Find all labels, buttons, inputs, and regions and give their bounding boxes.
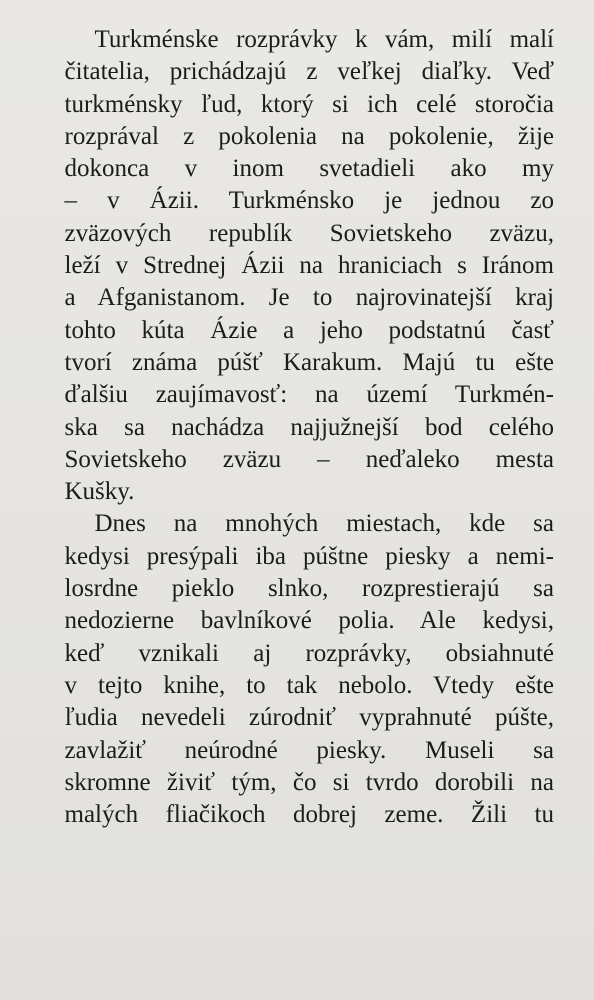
text-line: skromne živiť tým, čo si tvrdo dorobili na: [64, 768, 554, 796]
text-line: ska sa nachádza najjužnejší bod celého: [64, 413, 554, 441]
text-line: malých fliačikoch dobrej zeme. Žili tu: [64, 801, 554, 829]
text-line: Kušky.: [64, 478, 135, 506]
text-line: Turkménske rozprávky k vám, milí malí: [94, 26, 554, 53]
text-line: dokonca v inom svetadieli ako my: [64, 155, 554, 183]
text-line: v tejto knihe, to tak nebolo. Vtedy ešte: [64, 671, 554, 699]
text-line: – v Ázii. Turkménsko je jednou zo: [64, 187, 554, 215]
text-line: tvorí známa púšť Karakum. Majú tu ešte: [64, 348, 554, 376]
body-text: [32, 24, 554, 831]
text-line: a Afganistanom. Je to najrovinatejší kraj: [64, 284, 554, 312]
paragraph-2: [32, 508, 554, 831]
text-line: losrdne pieklo slnko, rozprestierajú sa: [64, 575, 554, 603]
text-line: zväzových republík Sovietskeho zväzu,: [64, 219, 554, 247]
text-line: čitatelia, prichádzajú z veľkej diaľky. Veď: [64, 58, 554, 86]
text-line: ľudia nevedeli zúrodniť vyprahnuté púšte,: [64, 704, 554, 732]
text-line: tohto kúta Ázie a jeho podstatnú časť: [64, 316, 554, 344]
text-line: keď vznikali aj rozprávky, obsiahnuté: [64, 639, 554, 667]
text-line: turkménsky ľud, ktorý si ich celé storočia: [64, 90, 554, 118]
text-line: Dnes na mnohých miestach, kde sa: [94, 510, 554, 538]
text-line: Sovietskeho zväzu – neďaleko mesta: [64, 445, 554, 473]
text-line: ďalšiu zaujímavosť: na území Turkmén-: [64, 381, 554, 409]
text-line: kedysi presýpali iba púštne piesky a nemi-: [64, 542, 554, 570]
text-line: rozprával z pokolenia na pokolenie, žije: [64, 122, 554, 150]
text-line: nedozierne bavlníkové polia. Ale kedysi,: [64, 607, 554, 635]
text-line: leží v Strednej Ázii na hraniciach s Iránom: [64, 252, 554, 280]
paragraph-1: [32, 24, 554, 508]
text-line: zavlažiť neúrodné piesky. Museli sa: [64, 736, 554, 764]
